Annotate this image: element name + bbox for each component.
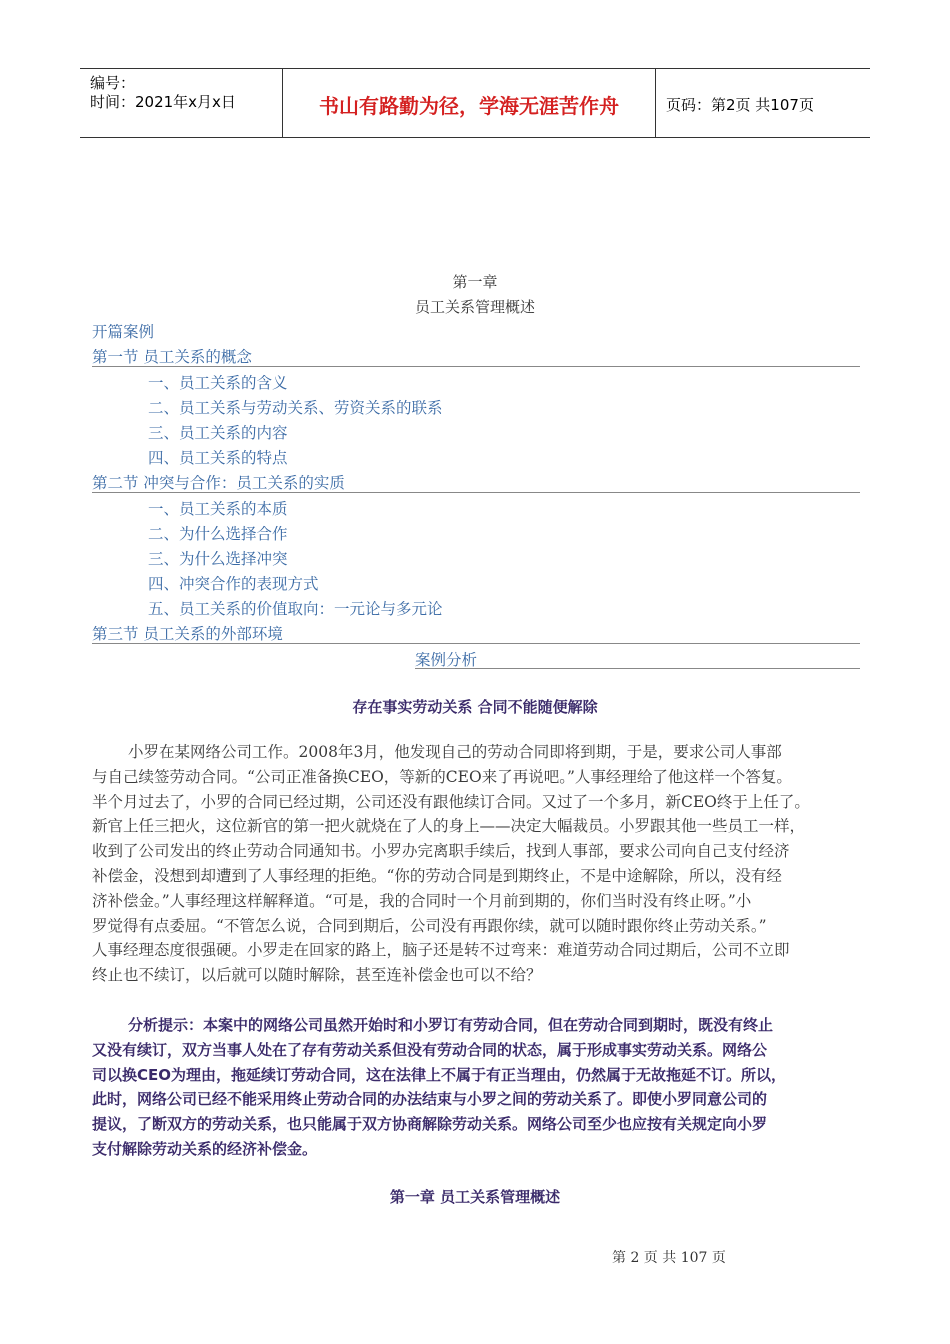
- toc-divider: [415, 668, 860, 669]
- toc-item[interactable]: 四、员工关系的特点: [148, 449, 288, 467]
- header-meta-cell: [80, 69, 283, 137]
- paragraph-line: 济补偿金。”人事经理这样解释道。“可是，我的合同时一个月前到期的，你们当时没有终止呀。”小: [92, 891, 752, 910]
- toc-section-3[interactable]: 第三节 员工关系的外部环境: [92, 625, 283, 643]
- document-number-label: 编号：: [90, 74, 136, 92]
- toc-case-analysis[interactable]: 案例分析: [415, 651, 478, 669]
- paragraph-line: 与自己续签劳动合同。“公司正准备换CEO，等新的CEO来了再说吧。”人事经理给了他这样一个答复。: [92, 767, 792, 786]
- paragraph-line: 小罗在某网络公司工作。2008年3月，他发现自己的劳动合同即将到期，于是，要求公司人事部: [128, 743, 782, 761]
- header-motto: 书山有路勤为径，学海无涯苦作舟: [319, 94, 619, 118]
- header-page-cell: [656, 69, 870, 137]
- analysis-line: 又没有续订，双方当事人处在了存有劳动关系但没有劳动合同的状态，属于形成事实劳动关系。网络公: [92, 1040, 768, 1059]
- analysis-line: 司以换CEO为理由，拖延续订劳动合同，这在法律上不属于有正当理由，仍然属于无故拖延不订。所以，: [92, 1065, 787, 1084]
- paragraph-line: 补偿金，没想到却遭到了人事经理的拒绝。“你的劳动合同是到期终止，不是中途解除，所以，没有经: [92, 866, 782, 885]
- toc-item[interactable]: 二、为什么选择合作: [148, 525, 288, 543]
- chapter-number: 第一章: [452, 273, 498, 291]
- toc-divider: [92, 492, 860, 493]
- analysis-line: 分析提示：本案中的网络公司虽然开始时和小罗订有劳动合同，但在劳动合同到期时，既没有终止: [128, 1016, 774, 1034]
- paragraph-line: 收到了公司发出的终止劳动合同通知书。小罗办完离职手续后，找到人事部，要求公司向自己支付经济: [92, 842, 790, 861]
- case-analysis-paragraph: [92, 1013, 882, 1162]
- toc-opening-case[interactable]: 开篇案例: [92, 323, 155, 341]
- header-page-label: 页码：第2页 共107页: [666, 96, 814, 114]
- toc-divider: [92, 643, 860, 644]
- analysis-line: 提议，了断双方的劳动关系，也只能属于双方协商解除劳动关系。网络公司至少也应按有关规定向小罗: [92, 1115, 768, 1134]
- toc-section-1[interactable]: 第一节 员工关系的概念: [92, 348, 252, 366]
- chapter-heading: 第一章 员工关系管理概述: [389, 1188, 561, 1206]
- analysis-line: 支付解除劳动关系的经济补偿金。: [92, 1139, 318, 1158]
- chapter-title: 员工关系管理概述: [414, 298, 535, 316]
- analysis-line: 此时，网络公司已经不能采用终止劳动合同的办法结束与小罗之间的劳动关系了。即使小罗同意公司的: [92, 1090, 768, 1109]
- case-story-paragraph: [92, 740, 882, 988]
- paragraph-line: 半个月过去了，小罗的合同已经过期，公司还没有跟他续订合同。又过了一个多月，新CEO终于上任了。: [92, 792, 810, 811]
- page-header: [80, 68, 870, 138]
- paragraph-line: 终止也不续订，以后就可以随时解除，甚至连补偿金也可以不给？: [92, 966, 542, 985]
- page-footer: 第 2 页 共 107 页: [612, 1250, 726, 1266]
- paragraph-line: 罗觉得有点委屈。“不管怎么说，合同到期后，公司没有再跟你续，就可以随时跟你终止劳动关系。”: [92, 916, 767, 935]
- toc-item[interactable]: 五、员工关系的价值取向：一元论与多元论: [148, 600, 443, 618]
- document-time-label: 时间：2021年x月x日: [90, 93, 236, 111]
- toc-item[interactable]: 三、为什么选择冲突: [148, 550, 288, 568]
- toc-divider: [92, 366, 860, 367]
- paragraph-line: 人事经理态度很强硬。小罗走在回家的路上，脑子还是转不过弯来：难道劳动合同过期后，公司不立即: [92, 941, 790, 960]
- paragraph-line: 新官上任三把火，这位新官的第一把火就烧在了人的身上——决定大幅裁员。小罗跟其他一些员工一样，: [92, 817, 806, 836]
- toc-item[interactable]: 一、员工关系的本质: [148, 500, 288, 518]
- toc-item[interactable]: 四、冲突合作的表现方式: [148, 575, 319, 593]
- toc-item[interactable]: 二、员工关系与劳动关系、劳资关系的联系: [148, 399, 443, 417]
- toc-section-2[interactable]: 第二节 冲突与合作：员工关系的实质: [92, 474, 345, 492]
- header-motto-cell: [283, 69, 656, 137]
- case-title: 存在事实劳动关系 合同不能随便解除: [352, 698, 598, 716]
- toc-item[interactable]: 三、员工关系的内容: [148, 424, 288, 442]
- toc-item[interactable]: 一、员工关系的含义: [148, 374, 288, 392]
